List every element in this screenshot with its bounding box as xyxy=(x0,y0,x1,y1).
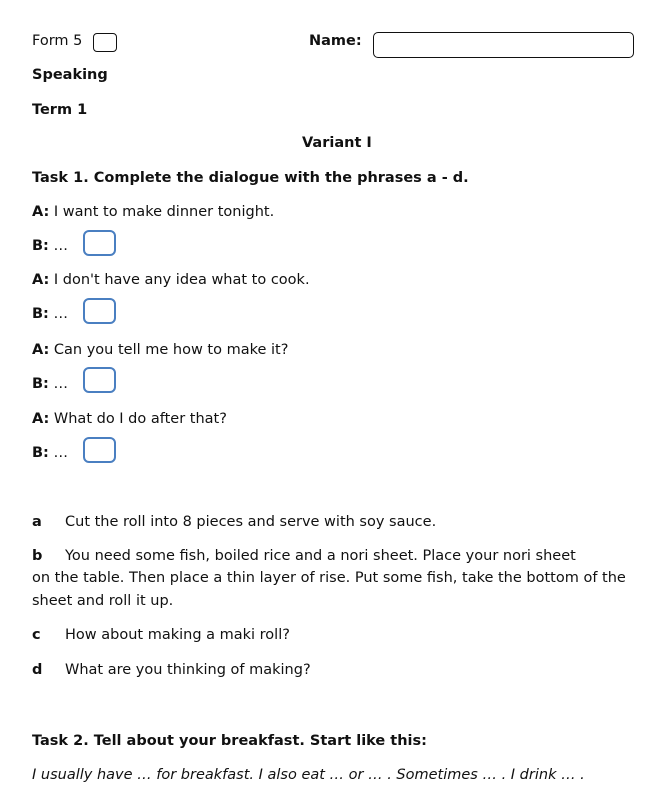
option-text-d: What are you thinking of making? xyxy=(65,662,311,678)
dialogue-line xyxy=(32,411,227,427)
option-letter-a: a xyxy=(32,514,42,530)
dialogue-line xyxy=(32,342,288,358)
term-label: Term 1 xyxy=(32,102,88,118)
option-text-b-line1: You need some fish, boiled rice and a nori sheet. Place your nori sheet xyxy=(65,548,576,564)
option-text-c: How about making a maki roll? xyxy=(65,627,290,643)
dialogue-text: What do I do after that? xyxy=(53,411,227,427)
option-letter-b: b xyxy=(32,548,43,564)
dialogue-line xyxy=(32,272,310,288)
dialogue-line xyxy=(32,376,68,392)
option-text-a: Cut the roll into 8 pieces and serve with soy sauce. xyxy=(65,514,437,530)
form-label: Form 5 xyxy=(32,33,83,49)
option-letter-c: c xyxy=(32,627,41,643)
dialogue-line xyxy=(32,204,274,220)
dialogue-line xyxy=(32,306,68,322)
form-checkbox[interactable] xyxy=(93,33,117,52)
task2-title: Task 2. Tell about your breakfast. Start like this: xyxy=(32,733,427,749)
option-letter-d: d xyxy=(32,662,43,678)
name-label: Name: xyxy=(309,33,362,49)
option-text-b-rest: on the table. Then place a thin layer of rise. Put some fish, take the bottom of the sheet and roll it up. xyxy=(32,570,626,609)
dialogue-ellipsis: … xyxy=(53,445,68,461)
speaker-b: B: xyxy=(32,238,49,254)
speaker-b: B: xyxy=(32,306,49,322)
answer-box-1[interactable] xyxy=(83,230,116,256)
speaker-b: B: xyxy=(32,445,49,461)
answer-box-2[interactable] xyxy=(83,298,116,324)
dialogue-text: I want to make dinner tonight. xyxy=(53,204,275,220)
dialogue-text: I don't have any idea what to cook. xyxy=(53,272,310,288)
speaker-a: A: xyxy=(32,411,50,427)
dialogue-ellipsis: … xyxy=(53,376,68,392)
name-input[interactable] xyxy=(373,32,634,58)
task1-title: Task 1. Complete the dialogue with the phrases a - d. xyxy=(32,170,469,186)
dialogue-text: Can you tell me how to make it? xyxy=(53,342,289,358)
dialogue-line xyxy=(32,445,68,461)
speaker-b: B: xyxy=(32,376,49,392)
speaker-a: A: xyxy=(32,272,50,288)
answer-box-3[interactable] xyxy=(83,367,116,393)
dialogue-line xyxy=(32,238,68,254)
speaker-a: A: xyxy=(32,342,50,358)
variant-label: Variant I xyxy=(302,135,372,151)
dialogue-ellipsis: … xyxy=(53,306,68,322)
subject-label: Speaking xyxy=(32,67,108,83)
task2-prompt: I usually have … for breakfast. I also eat … or … . Sometimes … . I drink … . xyxy=(32,767,585,783)
speaker-a: A: xyxy=(32,204,50,220)
answer-box-4[interactable] xyxy=(83,437,116,463)
dialogue-ellipsis: … xyxy=(53,238,68,254)
